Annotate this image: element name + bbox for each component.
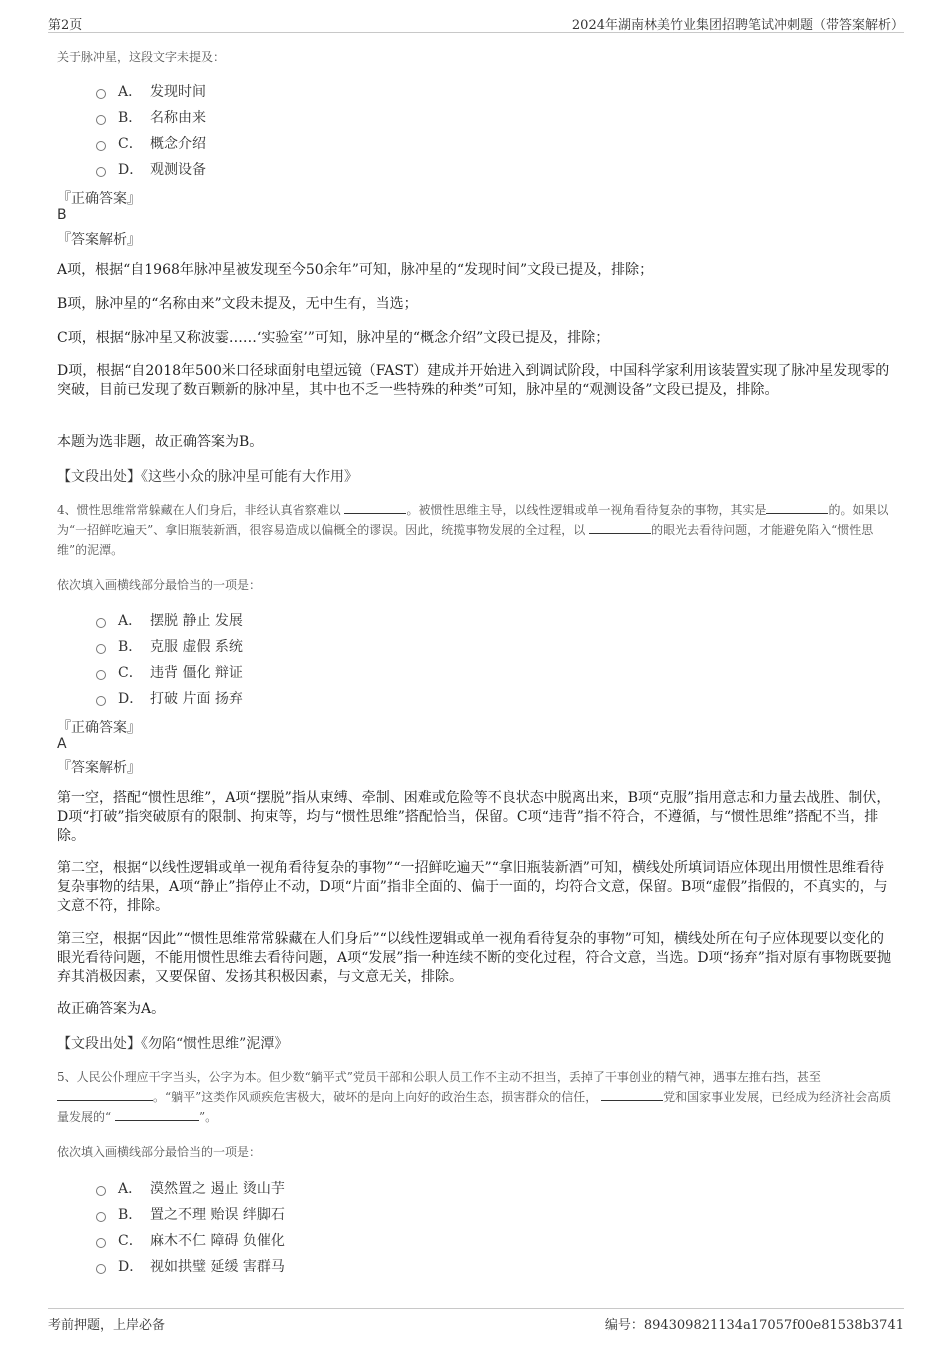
q3-analysis-d: D项，根据“自2018年500米口径球面射电望远镜（FAST）建成并开始进入到调试阶段，中国科学家利用该装置实现了脉冲星发现零的突破，目前已发现了数百颗新的脉冲星，其中也不乏一些特殊的种类”可知，脉冲星的“观测设备”文段已提及，排除。 [57,363,890,398]
page-header [48,10,904,33]
q4-analysis-title: 『答案解析』 [57,760,141,776]
q3-source: 【文段出处】《这些小众的脉冲星可能有大作用》 [57,469,358,485]
radio-icon[interactable] [96,670,106,680]
q3-conclusion: 本题为选非题，故正确答案为B。 [57,434,264,450]
q5-option-b[interactable]: B． 置之不理 贻误 绊脚石 [96,1201,285,1227]
q3-answer: B [57,207,67,223]
q5-options [96,1175,285,1279]
radio-icon[interactable] [96,89,106,99]
q5-option-a[interactable]: A． 漠然置之 遏止 烫山芋 [96,1175,285,1201]
q4-stem: 4、惯性思维常常躲藏在人们身后，非经认真省察难以 。被惯性思维主导，以线性逻辑或单一视角看待复杂的事物，其实是 的。如果以为“一招鲜吃遍天”、拿旧瓶装新酒，很容易造成以偏概全的谬误。因此，统揽事物发展的全过程，以 的眼光去看待问题，才能避免陷入“惯性思维”的泥潭。 [57,503,889,557]
q4-source: 【文段出处】《勿陷“惯性思维”泥潭》 [57,1036,289,1052]
radio-icon[interactable] [96,1264,106,1274]
q3-analysis-c: C项，根据“脉冲星又称波霎……‘实验室’”可知，脉冲星的“概念介绍”文段已提及，排除； [57,330,610,346]
q3-options [96,78,206,182]
q3-answer-title: 『正确答案』 [57,191,141,207]
q3-analysis-a: A项，根据“自1968年脉冲星被发现至今50余年”可知，脉冲星的“发现时间”文段已提及，排除； [57,262,654,278]
radio-icon[interactable] [96,618,106,628]
page-footer [48,1308,904,1333]
blank-line [601,1088,663,1101]
radio-icon[interactable] [96,1186,106,1196]
footer-slogan: 考前押题，上岸必备 [48,1318,166,1333]
blank-line [766,501,828,514]
radio-icon[interactable] [96,696,106,706]
q4-answer: A [57,736,67,752]
radio-icon[interactable] [96,115,106,125]
q4-analysis-3: 第三空，根据“因此”“惯性思维常常躲藏在人们身后”“以线性逻辑或单一视角看待复杂的事物”可知，横线处所在句子应体现要以变化的眼光看待问题，不能用惯性思维去看待问题，A项“发展”指一种连续不断的变化过程，符合文意，当选。D项“扬弃”指对原有事物既要抛弃其消极因素，又要保留、发扬其积极因素，与文意无关，排除。 [57,931,891,985]
q4-prompt: 依次填入画横线部分最恰当的一项是： [57,578,262,592]
radio-icon[interactable] [96,644,106,654]
blank-line [589,521,651,534]
radio-icon[interactable] [96,167,106,177]
blank-line [115,1108,199,1121]
radio-icon[interactable] [96,1212,106,1222]
q3-tail: 关于脉冲星，这段文字未提及： [57,50,226,64]
q4-conclusion: 故正确答案为A。 [57,1001,166,1017]
q4-option-d[interactable]: D． 打破 片面 扬弃 [96,685,243,711]
q3-option-a[interactable]: A． 发现时间 [96,78,206,104]
q4-analysis-2: 第二空，根据“以线性逻辑或单一视角看待复杂的事物”“一招鲜吃遍天”“拿旧瓶装新酒”可知，横线处所填词语应体现出用惯性思维看待复杂事物的结果，A项“静止”指停止不动，D项“片面”指非全面的、偏于一面的，均符合文意，保留。B项“虚假”指假的，不真实的，与文意不符，排除。 [57,860,888,914]
q4-option-c[interactable]: C． 违背 僵化 辩证 [96,659,243,685]
q5-prompt: 依次填入画横线部分最恰当的一项是： [57,1145,262,1159]
document-title: 2024年湖南林美竹业集团招聘笔试冲刺题（带答案解析） [571,18,904,33]
q4-options [96,607,243,711]
q3-option-c[interactable]: C． 概念介绍 [96,130,206,156]
q3-analysis-title: 『答案解析』 [57,232,141,248]
blank-line [57,1088,153,1101]
q3-option-b[interactable]: B． 名称由来 [96,104,206,130]
q5-option-c[interactable]: C． 麻木不仁 障碍 负催化 [96,1227,285,1253]
q4-option-a[interactable]: A． 摆脱 静止 发展 [96,607,243,633]
q4-answer-title: 『正确答案』 [57,720,141,736]
q5-option-d[interactable]: D． 视如拱璧 延缓 害群马 [96,1253,285,1279]
blank-line [344,501,406,514]
page-number: 第2页 [48,18,83,33]
radio-icon[interactable] [96,141,106,151]
q4-option-b[interactable]: B． 克服 虚假 系统 [96,633,243,659]
q5-stem: 5、人民公仆理应干字当头，公字为本。但少数“躺平式”党员干部和公职人员工作不主动不担当，丢掉了干事创业的精气神，遇事左推右挡，甚至 。“躺平”这类作风顽疾危害极大，破坏的是向上向好的政治生态，损害群众的信任， 党和国家事业发展，已经成为经济社会高质量发展的“ ”。 [57,1070,892,1124]
document-serial: 编号：894309821134a17057f00e81538b3741 [604,1318,904,1333]
q3-analysis-b: B项，脉冲星的“名称由来”文段未提及，无中生有，当选； [57,296,418,312]
q4-analysis-1: 第一空，搭配“惯性思维”，A项“摆脱”指从束缚、牵制、困难或危险等不良状态中脱离出来，B项“克服”指用意志和力量去战胜、制伏，D项“打破”指突破原有的限制、拘束等，均与“惯性思维”搭配恰当，保留。C项“违背”指不符合，不遵循，与“惯性思维”搭配不当，排除。 [57,790,891,844]
radio-icon[interactable] [96,1238,106,1248]
q3-option-d[interactable]: D． 观测设备 [96,156,206,182]
